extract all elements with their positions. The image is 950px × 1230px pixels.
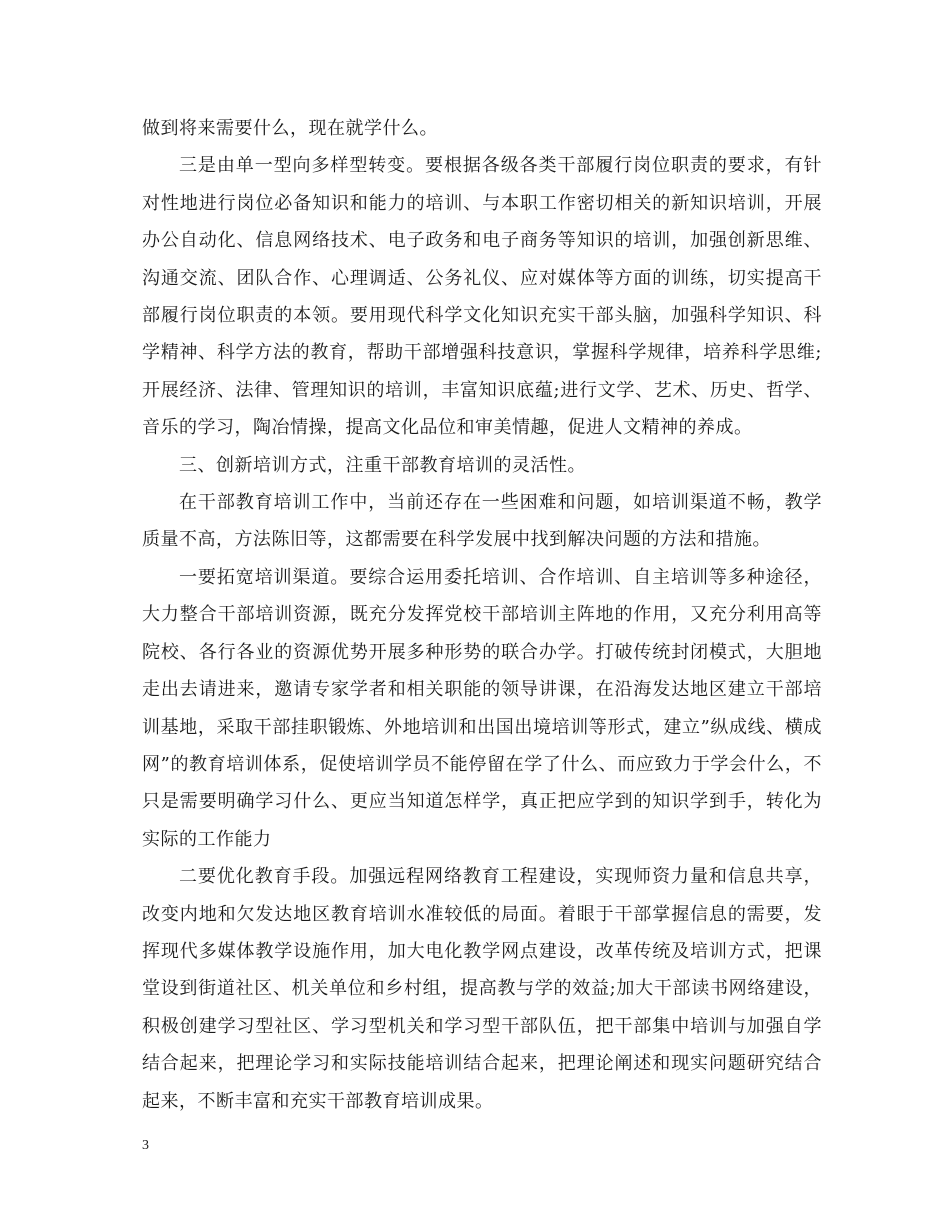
- paragraph-optimize-methods: 二要优化教育手段。加强远程网络教育工程建设，实现师资力量和信息共享，改变内地和欠发达地区教育培训水准较低的局面。着眼于干部掌握信息的需要，发挥现代多媒体教学设施作用，加大电化教学网点建设，改革传统及培训方式，把课堂设到街道社区、机关单位和乡村组，提高教与学的效益;加大干部读书网络建设，积极创建学习型社区、学习型机关和学习型干部队伍，把干部集中培训与加强自学结合起来，把理论学习和实际技能培训结合起来，把理论阐述和现实问题研究结合起来，不断丰富和充实干部教育培训成果。: [142, 866, 822, 1112]
- paragraph-diversified-training: 三是由单一型向多样型转变。要根据各级各类干部履行岗位职责的要求，有针对性地进行岗位必备知识和能力的培训、与本职工作密切相关的新知识培训，开展办公自动化、信息网络技术、电子政务和电子商务等知识的培训，加强创新思维、沟通交流、团队合作、心理调适、公务礼仪、应对媒体等方面的训练，切实提高干部履行岗位职责的本领。要用现代科学文化知识充实干部头脑，加强科学知识、科学精神、科学方法的教育，帮助干部增强科技意识，掌握科学规律，培养科学思维;开展经济、法律、管理知识的培训，丰富知识底蕴;进行文学、艺术、历史、哲学、音乐的学习，陶冶情操，提高文化品位和审美情趣，促进人文精神的养成。: [142, 155, 822, 439]
- page-number: 3: [142, 1138, 149, 1153]
- section-heading-innovate-training: 三、创新培训方式，注重干部教育培训的灵活性。: [179, 454, 586, 476]
- paragraph-continuation: 做到将来需要什么，现在就学什么。: [142, 118, 438, 139]
- paragraph-broaden-channels: 一要拓宽培训渠道。要综合运用委托培训、合作培训、自主培训等多种途径，大力整合干部培训资源，既充分发挥党校干部培训主阵地的作用，又充分利用高等院校、各行各业的资源优势开展多种形势的联合办学。打破传统封闭模式，大胆地走出去请进来，邀请专家学者和相关职能的领导讲课，在沿海发达地区建立干部培训基地，采取干部挂职锻炼、外地培训和出国出境培训等形式，建立”纵成线、横成网”的教育培训体系，促使培训学员不能停留在学了什么、而应致力于学会什么，不只是需要明确学习什么、更应当知道怎样学，真正把应学到的知识学到手，转化为实际的工作能力: [142, 566, 822, 850]
- document-body: [142, 110, 822, 1120]
- paragraph-current-problems: 在干部教育培训工作中，当前还存在一些困难和问题，如培训渠道不畅，教学质量不高，方法陈旧等，这都需要在科学发展中找到解决问题的方法和措施。: [142, 492, 822, 551]
